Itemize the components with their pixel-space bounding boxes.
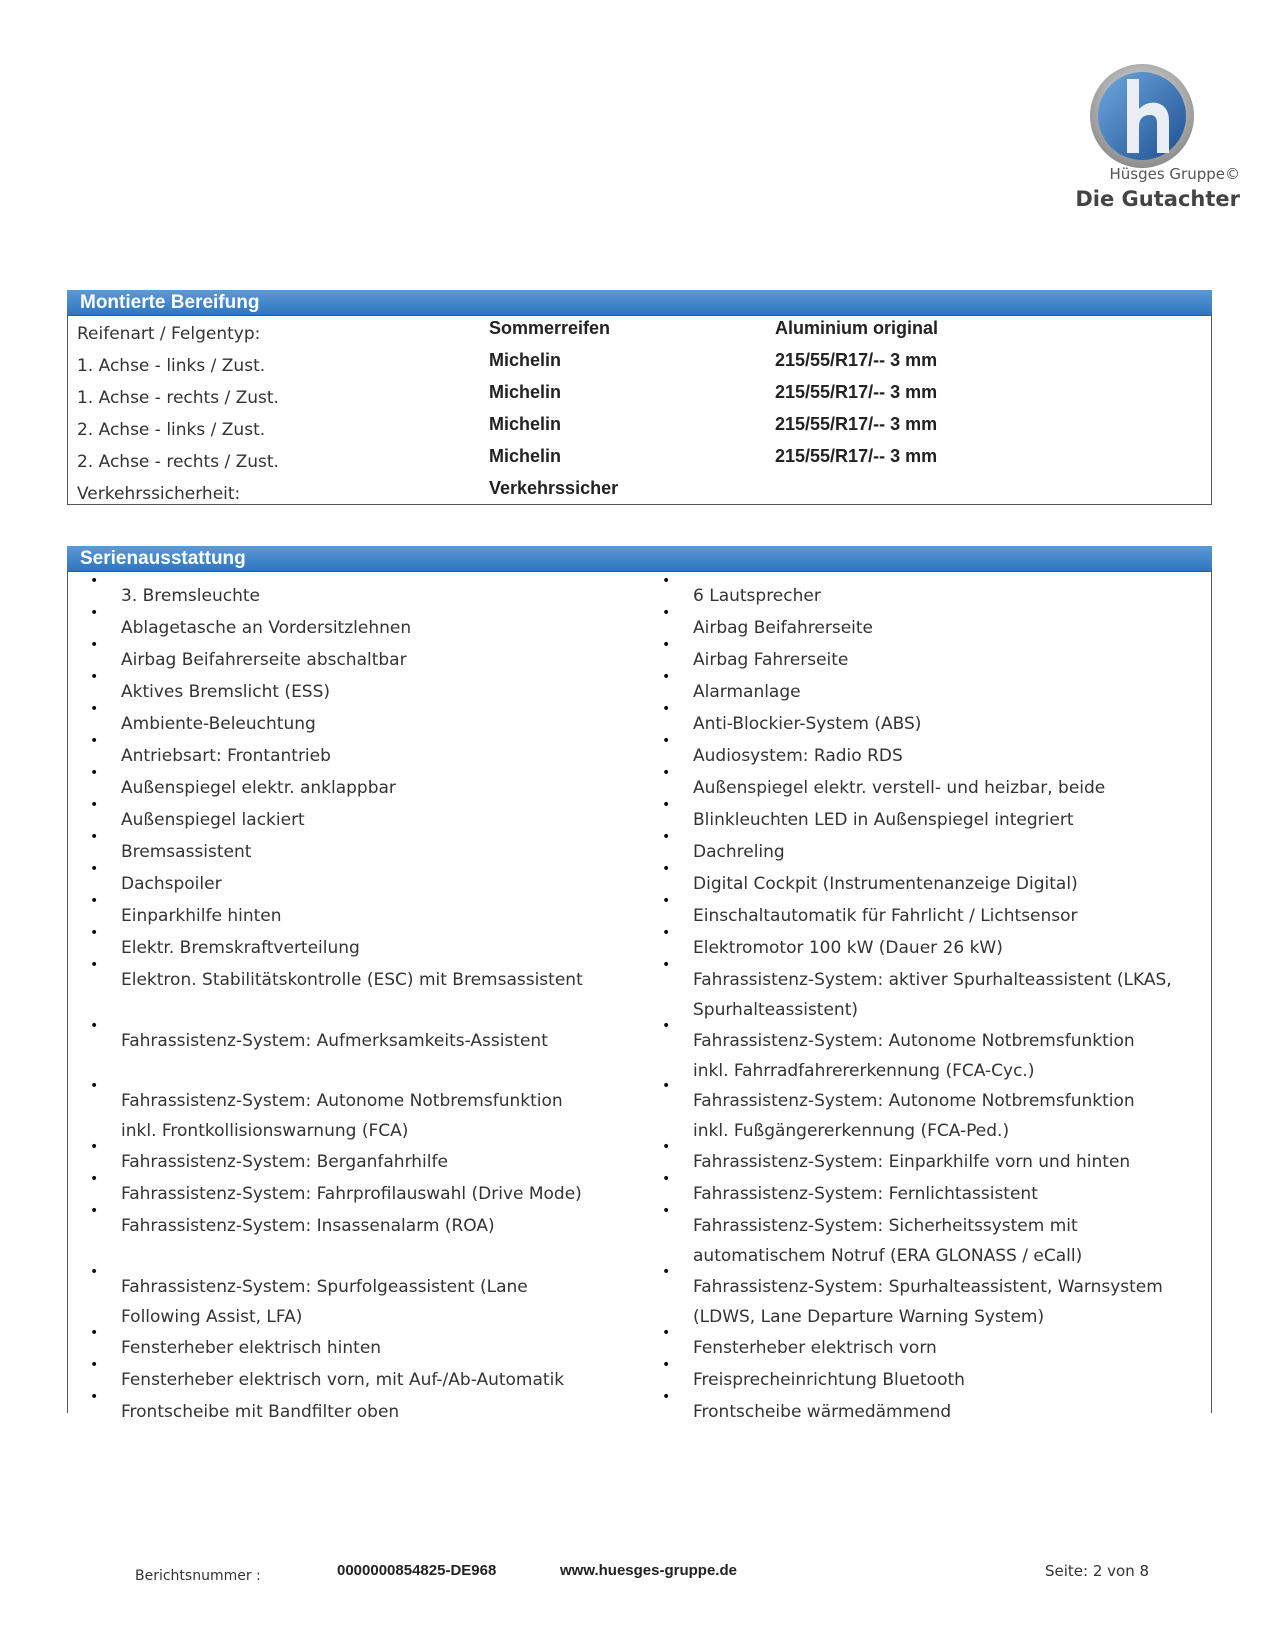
equipment-item-text: Fahrassistenz-System: Autonome Notbremsfunktion inkl. Fahrradfahrererkennung (FCA-Cyc.)	[693, 1031, 1135, 1081]
bullet-icon: •	[662, 1018, 671, 1034]
equipment-item-text: Einschaltautomatik für Fahrlicht / Lichtsensor	[693, 906, 1078, 926]
tire-row	[68, 380, 1211, 413]
tire-row	[68, 316, 1211, 349]
tire-row	[68, 348, 1211, 381]
bullet-icon: •	[90, 1171, 99, 1187]
equipment-item-text: Freisprecheinrichtung Bluetooth	[693, 1370, 965, 1390]
equipment-row	[68, 1358, 1211, 1390]
equipment-item-text: Dachspoiler	[121, 874, 222, 894]
equipment-row	[68, 670, 1211, 702]
equipment-item-text: Fahrassistenz-System: Einparkhilfe vorn und hinten	[693, 1152, 1131, 1172]
equipment-item-text: Fahrassistenz-System: Sicherheitssystem mit automatischem Notruf (ERA GLONASS / eCall)	[693, 1216, 1083, 1266]
equipment-item-text: Blinkleuchten LED in Außenspiegel integriert	[693, 810, 1074, 830]
equipment-row	[68, 958, 1211, 1019]
tire-row-label: 1. Achse - links / Zust.	[77, 356, 266, 376]
bullet-icon: •	[90, 1018, 99, 1034]
bullet-icon: •	[662, 861, 671, 877]
bullet-icon: •	[90, 1389, 99, 1405]
tire-row-size: 215/55/R17/-- 3 mm	[775, 350, 938, 370]
bullet-icon: •	[90, 669, 99, 685]
equipment-item-text: Digital Cockpit (Instrumentenanzeige Digital)	[693, 874, 1078, 894]
equipment-item-text: Airbag Fahrerseite	[693, 650, 849, 670]
brand-name-line1: Hüsges Gruppe©	[1109, 165, 1240, 183]
tires-section-header: Montierte Bereifung	[67, 290, 1212, 316]
tire-row	[68, 412, 1211, 445]
bullet-icon: •	[90, 925, 99, 941]
equipment-item-text: Elektron. Stabilitätskontrolle (ESC) mit Bremsassistent	[121, 970, 583, 990]
bullet-icon: •	[662, 957, 671, 973]
equipment-item-text: Elektromotor 100 kW (Dauer 26 kW)	[693, 938, 1003, 958]
brand-name-line2: Die Gutachter	[1075, 187, 1240, 211]
equipment-row	[68, 1172, 1211, 1204]
bullet-icon: •	[662, 925, 671, 941]
report-number-label: Berichtsnummer :	[135, 1568, 261, 1584]
bullet-icon: •	[662, 1203, 671, 1219]
equipment-item-text: Frontscheibe wärmedämmend	[693, 1402, 952, 1422]
bullet-icon: •	[662, 637, 671, 653]
equipment-item-text: Fensterheber elektrisch vorn	[693, 1338, 937, 1358]
h-logo-icon	[1087, 61, 1197, 171]
tire-row-brand: Michelin	[489, 350, 562, 370]
tire-row-brand: Michelin	[489, 382, 562, 402]
equipment-item-text: Fahrassistenz-System: Aufmerksamkeits-Assistent	[121, 1031, 548, 1051]
tire-row-size: 215/55/R17/-- 3 mm	[775, 414, 938, 434]
company-logo	[1055, 55, 1245, 215]
equipment-row	[68, 702, 1211, 734]
equipment-item-text: Audiosystem: Radio RDS	[693, 746, 903, 766]
equipment-item-text: 6 Lautsprecher	[693, 586, 821, 606]
equipment-item-text: Fahrassistenz-System: Fernlichtassistent	[693, 1184, 1038, 1204]
equipment-row	[68, 766, 1211, 798]
bullet-icon: •	[662, 893, 671, 909]
bullet-icon: •	[662, 1078, 671, 1094]
bullet-icon: •	[662, 605, 671, 621]
bullet-icon: •	[90, 957, 99, 973]
equipment-row	[68, 1079, 1211, 1140]
equipment-item-text: Ablagetasche an Vordersitzlehnen	[121, 618, 412, 638]
equipment-item-text: Außenspiegel lackiert	[121, 810, 305, 830]
tire-row-label: Reifenart / Felgentyp:	[77, 324, 261, 344]
bullet-icon: •	[662, 829, 671, 845]
equipment-item-text: Fahrassistenz-System: Berganfahrhilfe	[121, 1152, 448, 1172]
equipment-row	[68, 1204, 1211, 1265]
page-number: Seite: 2 von 8	[1045, 1562, 1150, 1580]
equipment-item-text: Dachreling	[693, 842, 785, 862]
equipment-item-text: Außenspiegel elektr. verstell- und heizbar, beide	[693, 778, 1106, 798]
equipment-item-text: Fahrassistenz-System: Spurhalteassistent, Warnsystem (LDWS, Lane Departure Warning System)	[693, 1277, 1163, 1327]
bullet-icon: •	[90, 701, 99, 717]
tire-row	[68, 444, 1211, 477]
bullet-icon: •	[662, 797, 671, 813]
equipment-row	[68, 574, 1211, 606]
tires-table	[67, 315, 1212, 505]
equipment-row	[68, 1326, 1211, 1358]
bullet-icon: •	[90, 861, 99, 877]
equipment-row	[68, 862, 1211, 894]
equipment-row	[68, 1019, 1211, 1079]
tire-row	[68, 476, 1211, 509]
tire-row-size: 215/55/R17/-- 3 mm	[775, 382, 938, 402]
equipment-item-text: Elektr. Bremskraftverteilung	[121, 938, 360, 958]
equipment-item-text: Fahrassistenz-System: Autonome Notbremsfunktion inkl. Frontkollisionswarnung (FCA)	[121, 1091, 563, 1141]
website-link[interactable]: www.huesges-gruppe.de	[560, 1562, 737, 1579]
equipment-item-text: Antriebsart: Frontantrieb	[121, 746, 331, 766]
equipment-item-text: Bremsassistent	[121, 842, 252, 862]
equipment-item-text: Fahrassistenz-System: aktiver Spurhalteassistent (LKAS, Spurhalteassistent)	[693, 970, 1172, 1020]
equipment-row	[68, 1140, 1211, 1172]
bullet-icon: •	[662, 701, 671, 717]
bullet-icon: •	[90, 733, 99, 749]
bullet-icon: •	[662, 669, 671, 685]
equipment-item-text: Außenspiegel elektr. anklappbar	[121, 778, 396, 798]
bullet-icon: •	[90, 637, 99, 653]
equipment-item-text: Airbag Beifahrerseite	[693, 618, 873, 638]
equipment-item-text: Fahrassistenz-System: Fahrprofilauswahl (Drive Mode)	[121, 1184, 582, 1204]
equipment-row	[68, 926, 1211, 958]
bullet-icon: •	[90, 797, 99, 813]
bullet-icon: •	[662, 765, 671, 781]
equipment-row	[68, 638, 1211, 670]
equipment-item-text: Alarmanlage	[693, 682, 801, 702]
tire-row-label: 2. Achse - links / Zust.	[77, 420, 266, 440]
report-number: 0000000854825-DE968	[337, 1562, 497, 1579]
bullet-icon: •	[662, 1171, 671, 1187]
bullet-icon: •	[90, 829, 99, 845]
equipment-row	[68, 894, 1211, 926]
equipment-section-header: Serienausstattung	[67, 546, 1212, 572]
equipment-item-text: Fensterheber elektrisch vorn, mit Auf-/Ab-Automatik	[121, 1370, 565, 1390]
equipment-item-text: Airbag Beifahrerseite abschaltbar	[121, 650, 407, 670]
equipment-item-text: Aktives Bremslicht (ESS)	[121, 682, 331, 702]
bullet-icon: •	[662, 733, 671, 749]
tire-row-size: 215/55/R17/-- 3 mm	[775, 446, 938, 466]
bullet-icon: •	[90, 1357, 99, 1373]
equipment-row	[68, 830, 1211, 862]
bullet-icon: •	[90, 605, 99, 621]
tire-row-label: 2. Achse - rechts / Zust.	[77, 452, 279, 472]
equipment-item-text: Frontscheibe mit Bandfilter oben	[121, 1402, 400, 1422]
bullet-icon: •	[90, 1078, 99, 1094]
bullet-icon: •	[90, 1264, 99, 1280]
equipment-list	[67, 571, 1212, 1422]
bullet-icon: •	[662, 1139, 671, 1155]
bullet-icon: •	[662, 1389, 671, 1405]
tire-row-brand: Michelin	[489, 446, 562, 466]
equipment-row	[68, 798, 1211, 830]
equipment-row	[68, 1390, 1211, 1422]
bullet-icon: •	[90, 1325, 99, 1341]
equipment-item-text: Ambiente-Beleuchtung	[121, 714, 316, 734]
tire-row-label: 1. Achse - rechts / Zust.	[77, 388, 279, 408]
bullet-icon: •	[662, 1325, 671, 1341]
tire-row-brand: Verkehrssicher	[489, 478, 619, 498]
equipment-item-text: 3. Bremsleuchte	[121, 586, 260, 606]
equipment-item-text: Fahrassistenz-System: Insassenalarm (ROA)	[121, 1216, 495, 1236]
bullet-icon: •	[90, 573, 99, 589]
tire-row-brand: Michelin	[489, 414, 562, 434]
bullet-icon: •	[90, 765, 99, 781]
equipment-row	[68, 734, 1211, 766]
equipment-item-text: Einparkhilfe hinten	[121, 906, 282, 926]
bullet-icon: •	[662, 1357, 671, 1373]
bullet-icon: •	[662, 1264, 671, 1280]
tire-row-brand: Sommerreifen	[489, 318, 611, 338]
bullet-icon: •	[90, 893, 99, 909]
bullet-icon: •	[662, 573, 671, 589]
equipment-row	[68, 606, 1211, 638]
bullet-icon: •	[90, 1203, 99, 1219]
equipment-row	[68, 1265, 1211, 1326]
tire-row-label: Verkehrssicherheit:	[77, 484, 241, 504]
equipment-item-text: Fahrassistenz-System: Spurfolgeassistent (Lane Following Assist, LFA)	[121, 1277, 528, 1327]
bullet-icon: •	[90, 1139, 99, 1155]
equipment-item-text: Fahrassistenz-System: Autonome Notbremsfunktion inkl. Fußgängererkennung (FCA-Ped.)	[693, 1091, 1135, 1141]
equipment-item-text: Anti-Blockier-System (ABS)	[693, 714, 922, 734]
equipment-item-text: Fensterheber elektrisch hinten	[121, 1338, 382, 1358]
tire-row-size: Aluminium original	[775, 318, 939, 338]
